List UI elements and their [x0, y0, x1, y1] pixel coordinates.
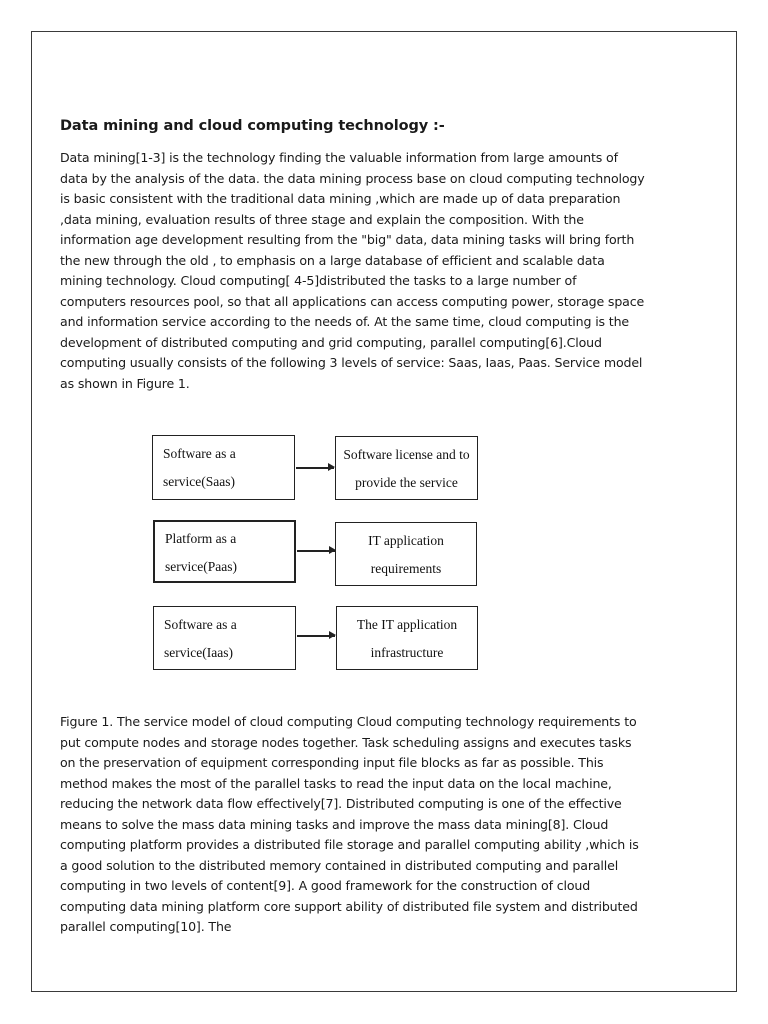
iaas-line1: Software as a	[164, 617, 237, 632]
saas-desc-line1: Software license and to	[343, 447, 470, 462]
iaas-description-box	[336, 606, 478, 670]
paas-desc-line1: IT application	[368, 533, 444, 548]
saas-box	[152, 435, 295, 500]
document-body	[60, 118, 646, 394]
saas-arrow	[296, 467, 334, 469]
iaas-desc-line2: infrastructure	[370, 645, 444, 660]
saas-line2: service(Saas)	[163, 474, 235, 489]
iaas-arrow	[297, 635, 335, 637]
caption-body	[60, 712, 650, 938]
iaas-desc-line1: The IT application	[356, 617, 458, 632]
iaas-box	[153, 606, 296, 670]
intro-paragraph: Data mining[1-3] is the technology finding the valuable information from large amounts of data by the analysis of the data. the data mining process base on cloud computing technology is basic consistent with the traditional data mining ,which are made up of data preparation ,data mining, evaluation results of three stage and explain the composition. With the information age development resulting from the "big" data, data mining tasks will bring forth the new through the old , to emphasis on a large database of efficient and scalable data mining technology. Cloud computing[ 4-5]distributed the tasks to a large number of computers resources pool, so that all applications can access computing power, storage space and information service according to the needs of. At the same time, cloud computing is the development of distributed computing and grid computing, parallel computing[6].Cloud computing usually consists of the following 3 levels of service: Saas, Iaas, Paas. Service model as shown in Figure 1.	[60, 150, 645, 391]
paas-box	[153, 520, 296, 583]
saas-line1: Software as a	[163, 446, 236, 461]
iaas-line2: service(Iaas)	[164, 645, 233, 660]
service-model-figure	[92, 401, 492, 671]
section-heading: Data mining and cloud computing technology :-	[60, 118, 445, 134]
paas-description-box	[335, 522, 477, 586]
saas-desc-line2: provide the service	[355, 475, 458, 490]
paas-desc-line2: requirements	[370, 561, 442, 576]
paas-line1: Platform as a	[165, 531, 237, 546]
caption-paragraph: Figure 1. The service model of cloud computing Cloud computing technology requirements to put compute nodes and storage nodes together. Task scheduling assigns and executes tasks on the preservation of equipment corresponding input file blocks as far as possible. This method makes the most of the parallel tasks to read the input data on the local machine, reducing the network data flow effectively[7]. Distributed computing is one of the effective means to solve the mass data mining tasks and improve the mass data mining[8]. Cloud computing platform provides a distributed file storage and parallel computing ability ,which is a good solution to the distributed memory contained in distributed computing and parallel computing in two levels of content[9]. A good framework for the construction of cloud computing data mining platform core support ability of distributed file system and distributed parallel computing[10]. The	[60, 714, 639, 934]
paas-line2: service(Paas)	[165, 559, 237, 574]
paas-arrow	[297, 550, 335, 552]
saas-description-box	[335, 436, 478, 500]
